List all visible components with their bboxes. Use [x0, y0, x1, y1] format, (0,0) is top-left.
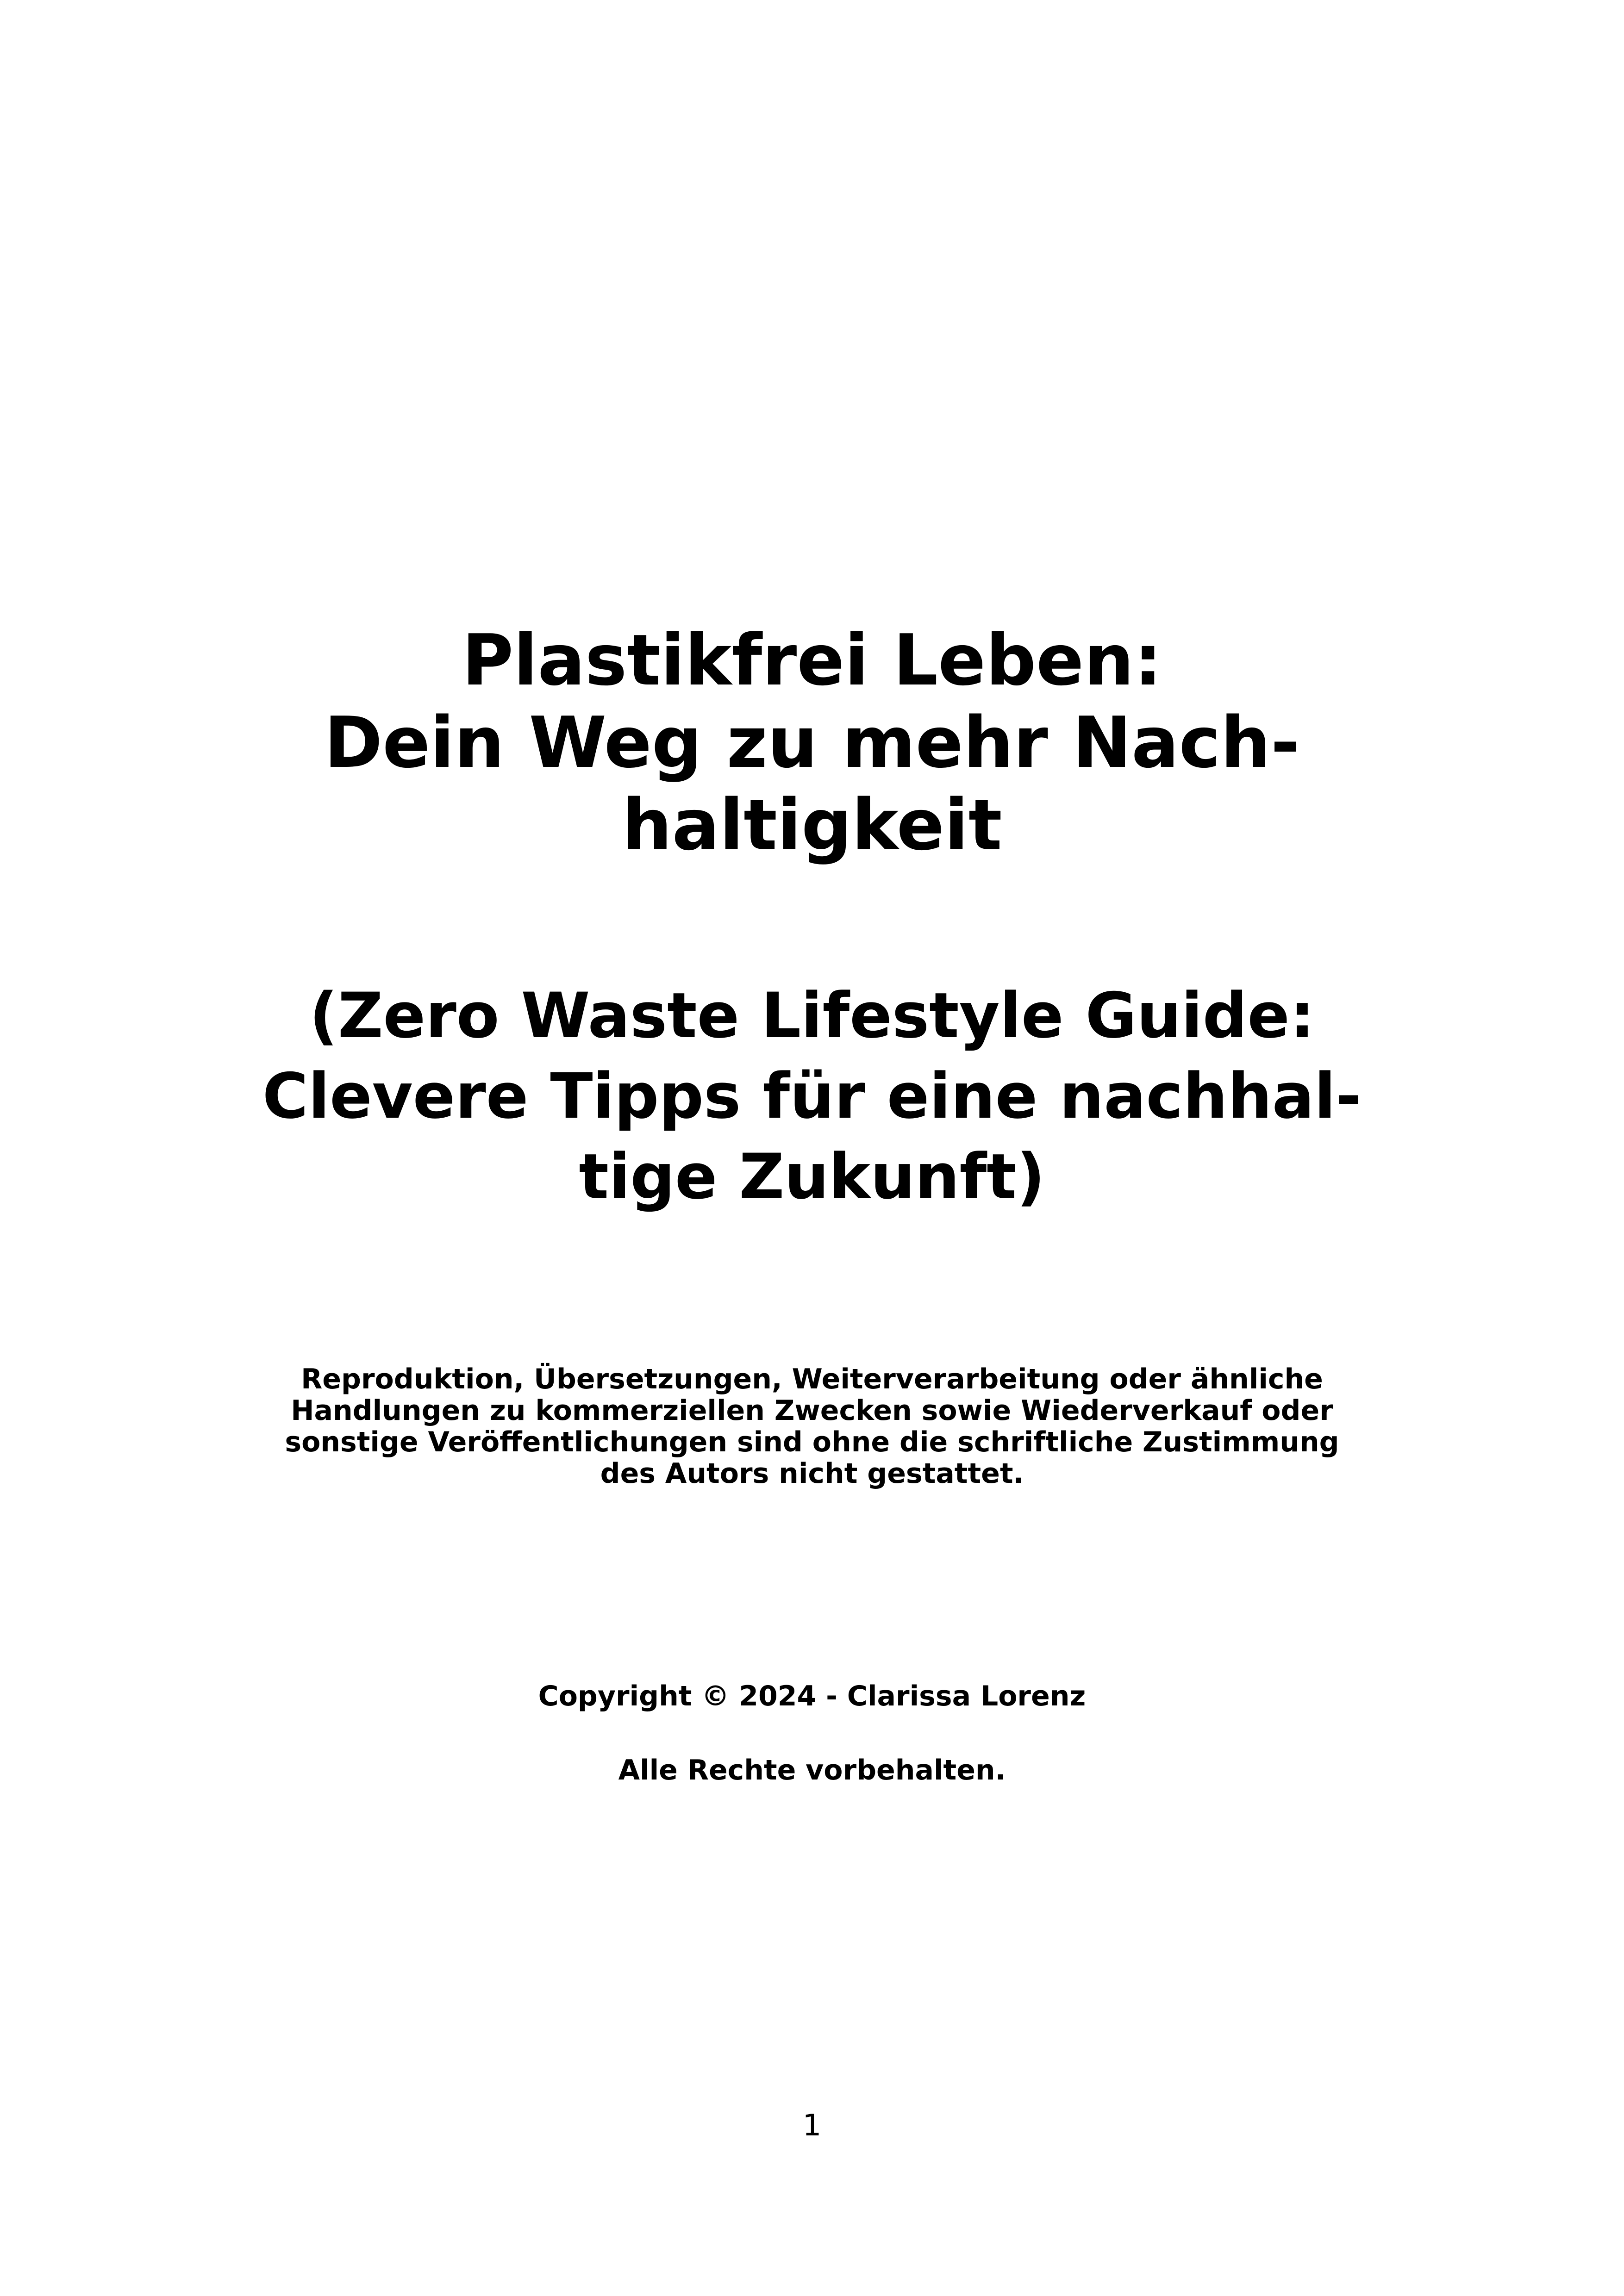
rights-notice-line-1: Reproduktion, Übersetzungen, Weiterverarbeitung oder ähnliche [301, 1363, 1323, 1395]
book-subtitle-line-2: Clevere Tipps für eine nachhal- [262, 1060, 1362, 1132]
all-rights-reserved: Alle Rechte vorbehalten. [618, 1754, 1006, 1786]
rights-notice-line-4: des Autors nicht gestattet. [600, 1457, 1024, 1490]
rights-notice [0, 1363, 1624, 1489]
rights-notice-line-3: sonstige Veröffentlichungen sind ohne die schriftliche Zustimmung [285, 1426, 1339, 1458]
book-subtitle-line-1: (Zero Waste Lifestyle Guide: [309, 979, 1315, 1052]
book-subtitle [0, 976, 1624, 1217]
book-subtitle-line-3: tige Zukunft) [579, 1140, 1045, 1213]
book-title-line-3: haltigkeit [622, 784, 1002, 866]
book-title [0, 619, 1624, 866]
copyright-notice: Copyright © 2024 - Clarissa Lorenz [538, 1680, 1086, 1712]
page-number: 1 [802, 2109, 822, 2143]
book-title-line-1: Plastikfrei Leben: [462, 619, 1162, 701]
rights-notice-line-2: Handlungen zu kommerziellen Zwecken sowie Wiederverkauf oder [291, 1394, 1333, 1427]
book-title-line-2: Dein Weg zu mehr Nach- [324, 702, 1300, 784]
